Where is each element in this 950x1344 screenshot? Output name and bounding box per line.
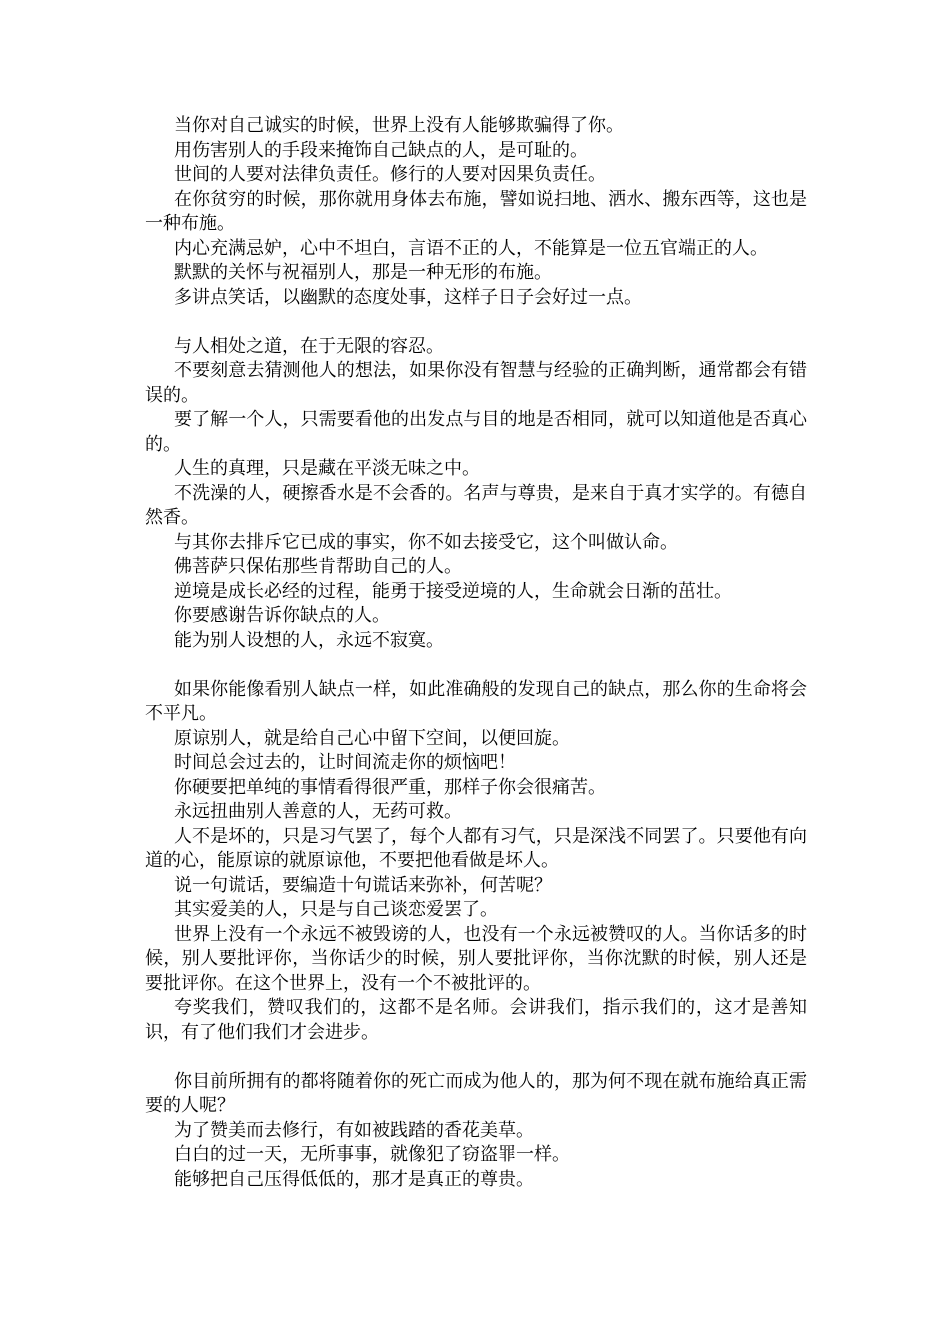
paragraph: 说一句谎话，要编造十句谎话来弥补，何苦呢？ xyxy=(174,874,552,896)
paragraph: 要了解一个人，只需要看他的出发点与目的地是否相同，就可以知道他是否真心的。 xyxy=(145,409,807,455)
paragraph: 你要感谢告诉你缺点的人。 xyxy=(174,605,390,626)
paragraph: 用伤害别人的手段来掩饰自己缺点的人，是可耻的。 xyxy=(174,139,588,161)
paragraph: 不洗澡的人，硬擦香水是不会香的。名声与尊贵，是来自于真才实学的。有德自然香。 xyxy=(145,482,807,528)
paragraph: 为了赞美而去修行，有如被践踏的香花美草。 xyxy=(174,1119,534,1141)
paragraph: 默默的关怀与祝福别人，那是一种无形的布施。 xyxy=(174,262,552,283)
paragraph: 世间的人要对法律负责任。修行的人要对因果负责任。 xyxy=(174,164,606,185)
document-body xyxy=(145,114,807,1192)
paragraph: 原谅别人，就是给自己心中留下空间，以便回旋。 xyxy=(174,727,570,749)
paragraph: 人不是坏的，只是习气罢了，每个人都有习气，只是深浅不同罢了。只要他有向道的心，能原谅的就原谅他，不要把他看做是坏人。 xyxy=(145,825,807,871)
blank-line xyxy=(145,653,807,678)
paragraph: 其实爱美的人，只是与自己谈恋爱罢了。 xyxy=(174,899,498,920)
paragraph: 内心充满忌妒，心中不坦白，言语不正的人，不能算是一位五官端正的人。 xyxy=(174,237,768,259)
paragraph: 与其你去排斥它已成的事实，你不如去接受它，这个叫做认命。 xyxy=(174,531,678,553)
paragraph: 世界上没有一个永远不被毁谤的人，也没有一个永远被赞叹的人。当你话多的时候，别人要批评你，当你话少的时候，别人要批评你，当你沈默的时候，别人还是要批评你。在这个世界上，没有一个不被批评的。 xyxy=(145,923,807,994)
paragraph: 人生的真理，只是藏在平淡无味之中。 xyxy=(174,458,480,479)
paragraph: 你目前所拥有的都将随着你的死亡而成为他人的，那为何不现在就布施给真正需要的人呢？ xyxy=(145,1070,807,1116)
paragraph: 如果你能像看别人缺点一样，如此准确般的发现自己的缺点，那么你的生命将会不平凡。 xyxy=(145,678,807,724)
paragraph: 夸奖我们，赞叹我们的，这都不是名师。会讲我们，指示我们的，这才是善知识，有了他们我们才会进步。 xyxy=(145,997,807,1043)
blank-line xyxy=(145,1045,807,1070)
paragraph: 时间总会过去的，让时间流走你的烦恼吧！ xyxy=(174,752,516,773)
paragraph: 当你对自己诚实的时候，世界上没有人能够欺骗得了你。 xyxy=(174,115,624,136)
paragraph: 不要刻意去猜测他人的想法，如果你没有智慧与经验的正确判断，通常都会有错误的。 xyxy=(145,360,807,406)
paragraph: 能够把自己压得低低的，那才是真正的尊贵。 xyxy=(174,1168,534,1190)
paragraph: 你硬要把单纯的事情看得很严重，那样子你会很痛苦。 xyxy=(174,776,606,798)
blank-line xyxy=(145,310,807,335)
paragraph: 佛菩萨只保佑那些肯帮助自己的人。 xyxy=(174,556,462,577)
paragraph: 多讲点笑话，以幽默的态度处事，这样子日子会好过一点。 xyxy=(174,286,642,308)
paragraph: 能为别人设想的人，永远不寂寞。 xyxy=(174,629,444,651)
paragraph: 永远扭曲别人善意的人，无药可救。 xyxy=(174,801,462,822)
paragraph: 白白的过一天，无所事事，就像犯了窃盗罪一样。 xyxy=(174,1144,570,1165)
paragraph: 逆境是成长必经的过程，能勇于接受逆境的人，生命就会日渐的茁壮。 xyxy=(174,580,732,602)
paragraph: 在你贫穷的时候，那你就用身体去布施，譬如说扫地、洒水、搬东西等，这也是一种布施。 xyxy=(145,188,807,234)
paragraph: 与人相处之道，在于无限的容忍。 xyxy=(174,335,444,357)
